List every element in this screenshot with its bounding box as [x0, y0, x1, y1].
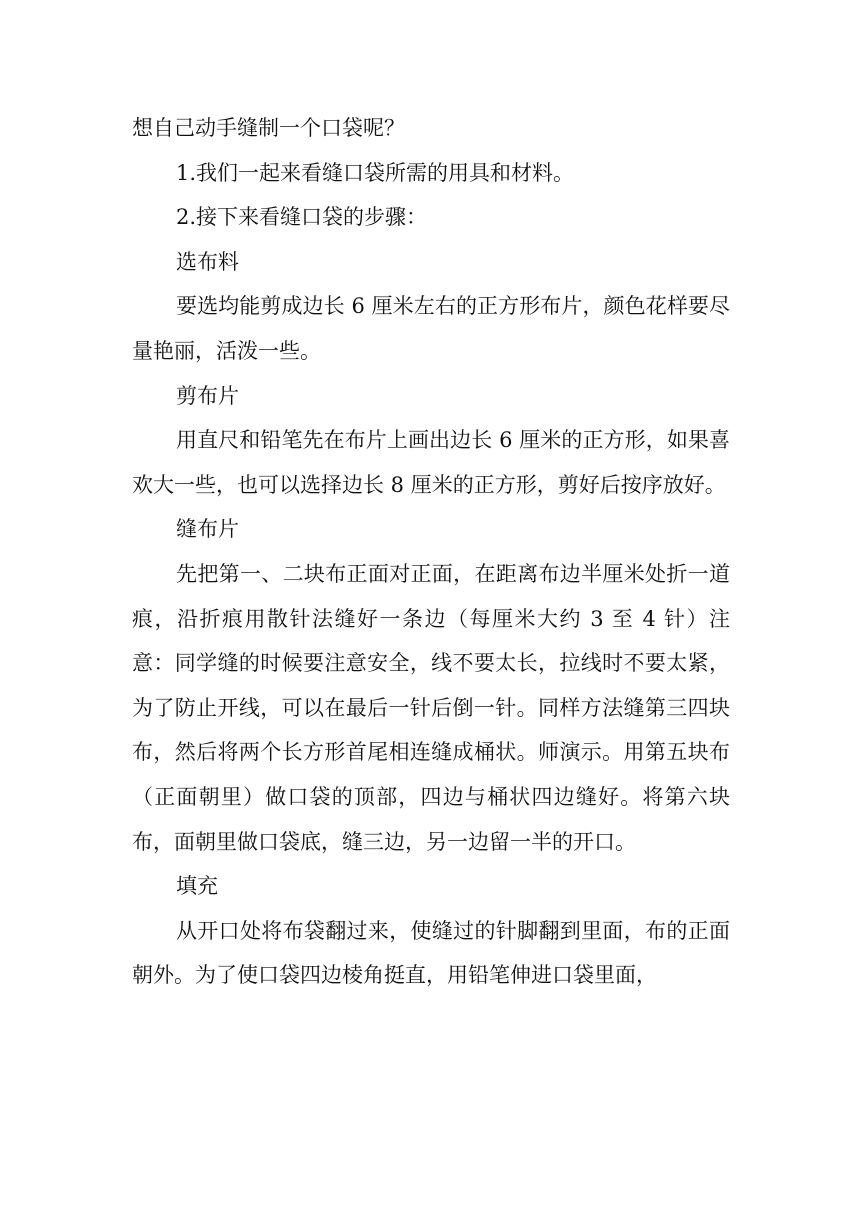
paragraph-intro: 想自己动手缝制一个口袋呢？	[132, 116, 405, 140]
paragraph-fill: 从开口处将布袋翻过来，使缝过的针脚翻到里面，布的正面朝外。为了使口袋四边棱角挺直，用铅笔伸进口袋里面，	[132, 918, 730, 988]
heading-sew-fabric: 缝布片	[176, 517, 239, 542]
paragraph-tools-materials: 1.我们一起来看缝口袋所需的用具和材料。	[176, 160, 575, 185]
paragraph-steps-intro: 2.接下来看缝口袋的步骤：	[176, 205, 428, 230]
document-body	[132, 106, 730, 998]
heading-fill: 填充	[176, 874, 218, 899]
heading-select-fabric: 选布料	[176, 249, 239, 274]
heading-cut-fabric: 剪布片	[176, 383, 239, 408]
paragraph-cut-fabric: 用直尺和铅笔先在布片上画出边长 6 厘米的正方形，如果喜欢大一些，也可以选择边长 8 厘米的正方形，剪好后按序放好。	[132, 428, 730, 497]
paragraph-select-fabric: 要选均能剪成边长 6 厘米左右的正方形布片，颜色花样要尽量艳丽，活泼一些。	[132, 294, 730, 363]
paragraph-sew-fabric: 先把第一、二块布正面对正面，在距离布边半厘米处折一道痕，沿折痕用散针法缝好一条边（每厘米大约 3 至 4 针）注意：同学缝的时候要注意安全，线不要太长，拉线时不要太紧，为了防止开线，可以在最后一针后倒一针。同样方法缝第三四块布，然后将两个长方形首尾相连缝成桶状。师演示。用第五块布（正面朝里）做口袋的顶部，四边与桶状四边缝好。将第六块布，面朝里做口袋底，缝三边，另一边留一半的开口。	[132, 561, 730, 854]
